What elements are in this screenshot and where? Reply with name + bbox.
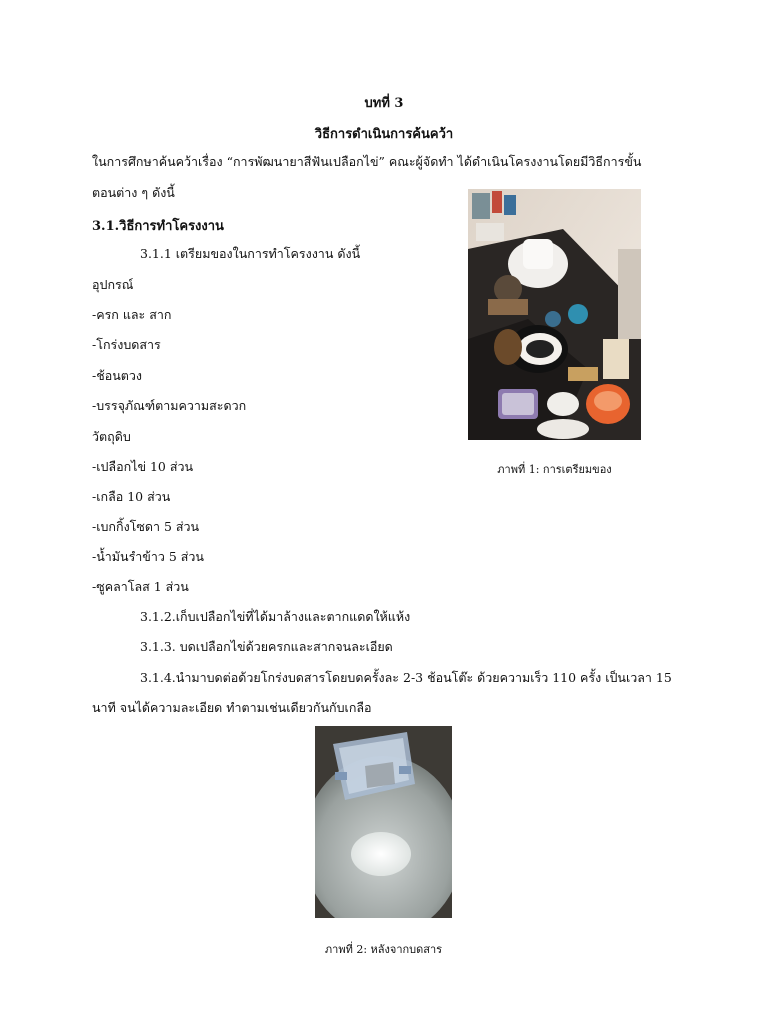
list-item: -ครก และ สาก <box>92 307 172 322</box>
step-3-1-2: 3.1.2.เก็บเปลือกไข่ที่ได้มาล้างและตากแดดให้แห้ง <box>140 609 411 624</box>
materials-heading: วัตถุดิบ <box>92 429 131 444</box>
chapter-title: บทที่ 3 <box>364 96 404 111</box>
list-item: -ซูคลาโลส 1 ส่วน <box>92 579 189 594</box>
figure2-caption: ภาพที่ 2: หลังจากบดสาร <box>324 943 443 956</box>
list-item: -บรรจุภัณฑ์ตามความสะดวก <box>92 398 247 413</box>
chapter-subtitle: วิธีการดำเนินการค้นคว้า <box>314 127 454 142</box>
step-3-1-1: 3.1.1 เตรียมของในการทำโครงงาน ดังนี้ <box>140 246 361 261</box>
list-item: -โกร่งบดสาร <box>92 337 161 352</box>
figure2-photo <box>315 726 452 918</box>
equipment-heading: อุปกรณ์ <box>92 277 134 292</box>
list-item: -น้ำมันรำข้าว 5 ส่วน <box>92 549 204 564</box>
figure1-photo <box>468 189 641 440</box>
step-3-1-3: 3.1.3. บดเปลือกไข่ด้วยครกและสากจนละเอียด <box>140 639 393 654</box>
step-3-1-4-line1: 3.1.4.นำมาบดต่อด้วยโกร่งบดสารโดยบดครั้งละ 2-3 ช้อนโต๊ะ ด้วยความเร็ว 110 ครั้ง เป็นเวลา 15 <box>140 670 672 685</box>
list-item: -ช้อนตวง <box>92 368 142 383</box>
section-heading: 3.1.วิธีการทำโครงงาน <box>92 219 224 234</box>
figure1-caption: ภาพที่ 1: การเตรียมของ <box>497 463 612 476</box>
step-3-1-4-line2: นาที จนได้ความละเอียด ทำตามเช่นเดียวกันกับเกลือ <box>92 700 372 715</box>
list-item: -เปลือกไข่ 10 ส่วน <box>92 459 194 474</box>
intro-paragraph-line1: ในการศึกษาค้นคว้าเรื่อง “การพัฒนายาสีฟันเปลือกไข่” คณะผู้จัดทำ ได้ดำเนินโครงงานโดยมีวิธีการขั้น <box>92 154 642 169</box>
list-item: -เกลือ 10 ส่วน <box>92 489 171 504</box>
intro-paragraph-line2: ตอนต่าง ๆ ดังนี้ <box>92 185 175 200</box>
list-item: -เบกกิ้งโซดา 5 ส่วน <box>92 519 200 534</box>
